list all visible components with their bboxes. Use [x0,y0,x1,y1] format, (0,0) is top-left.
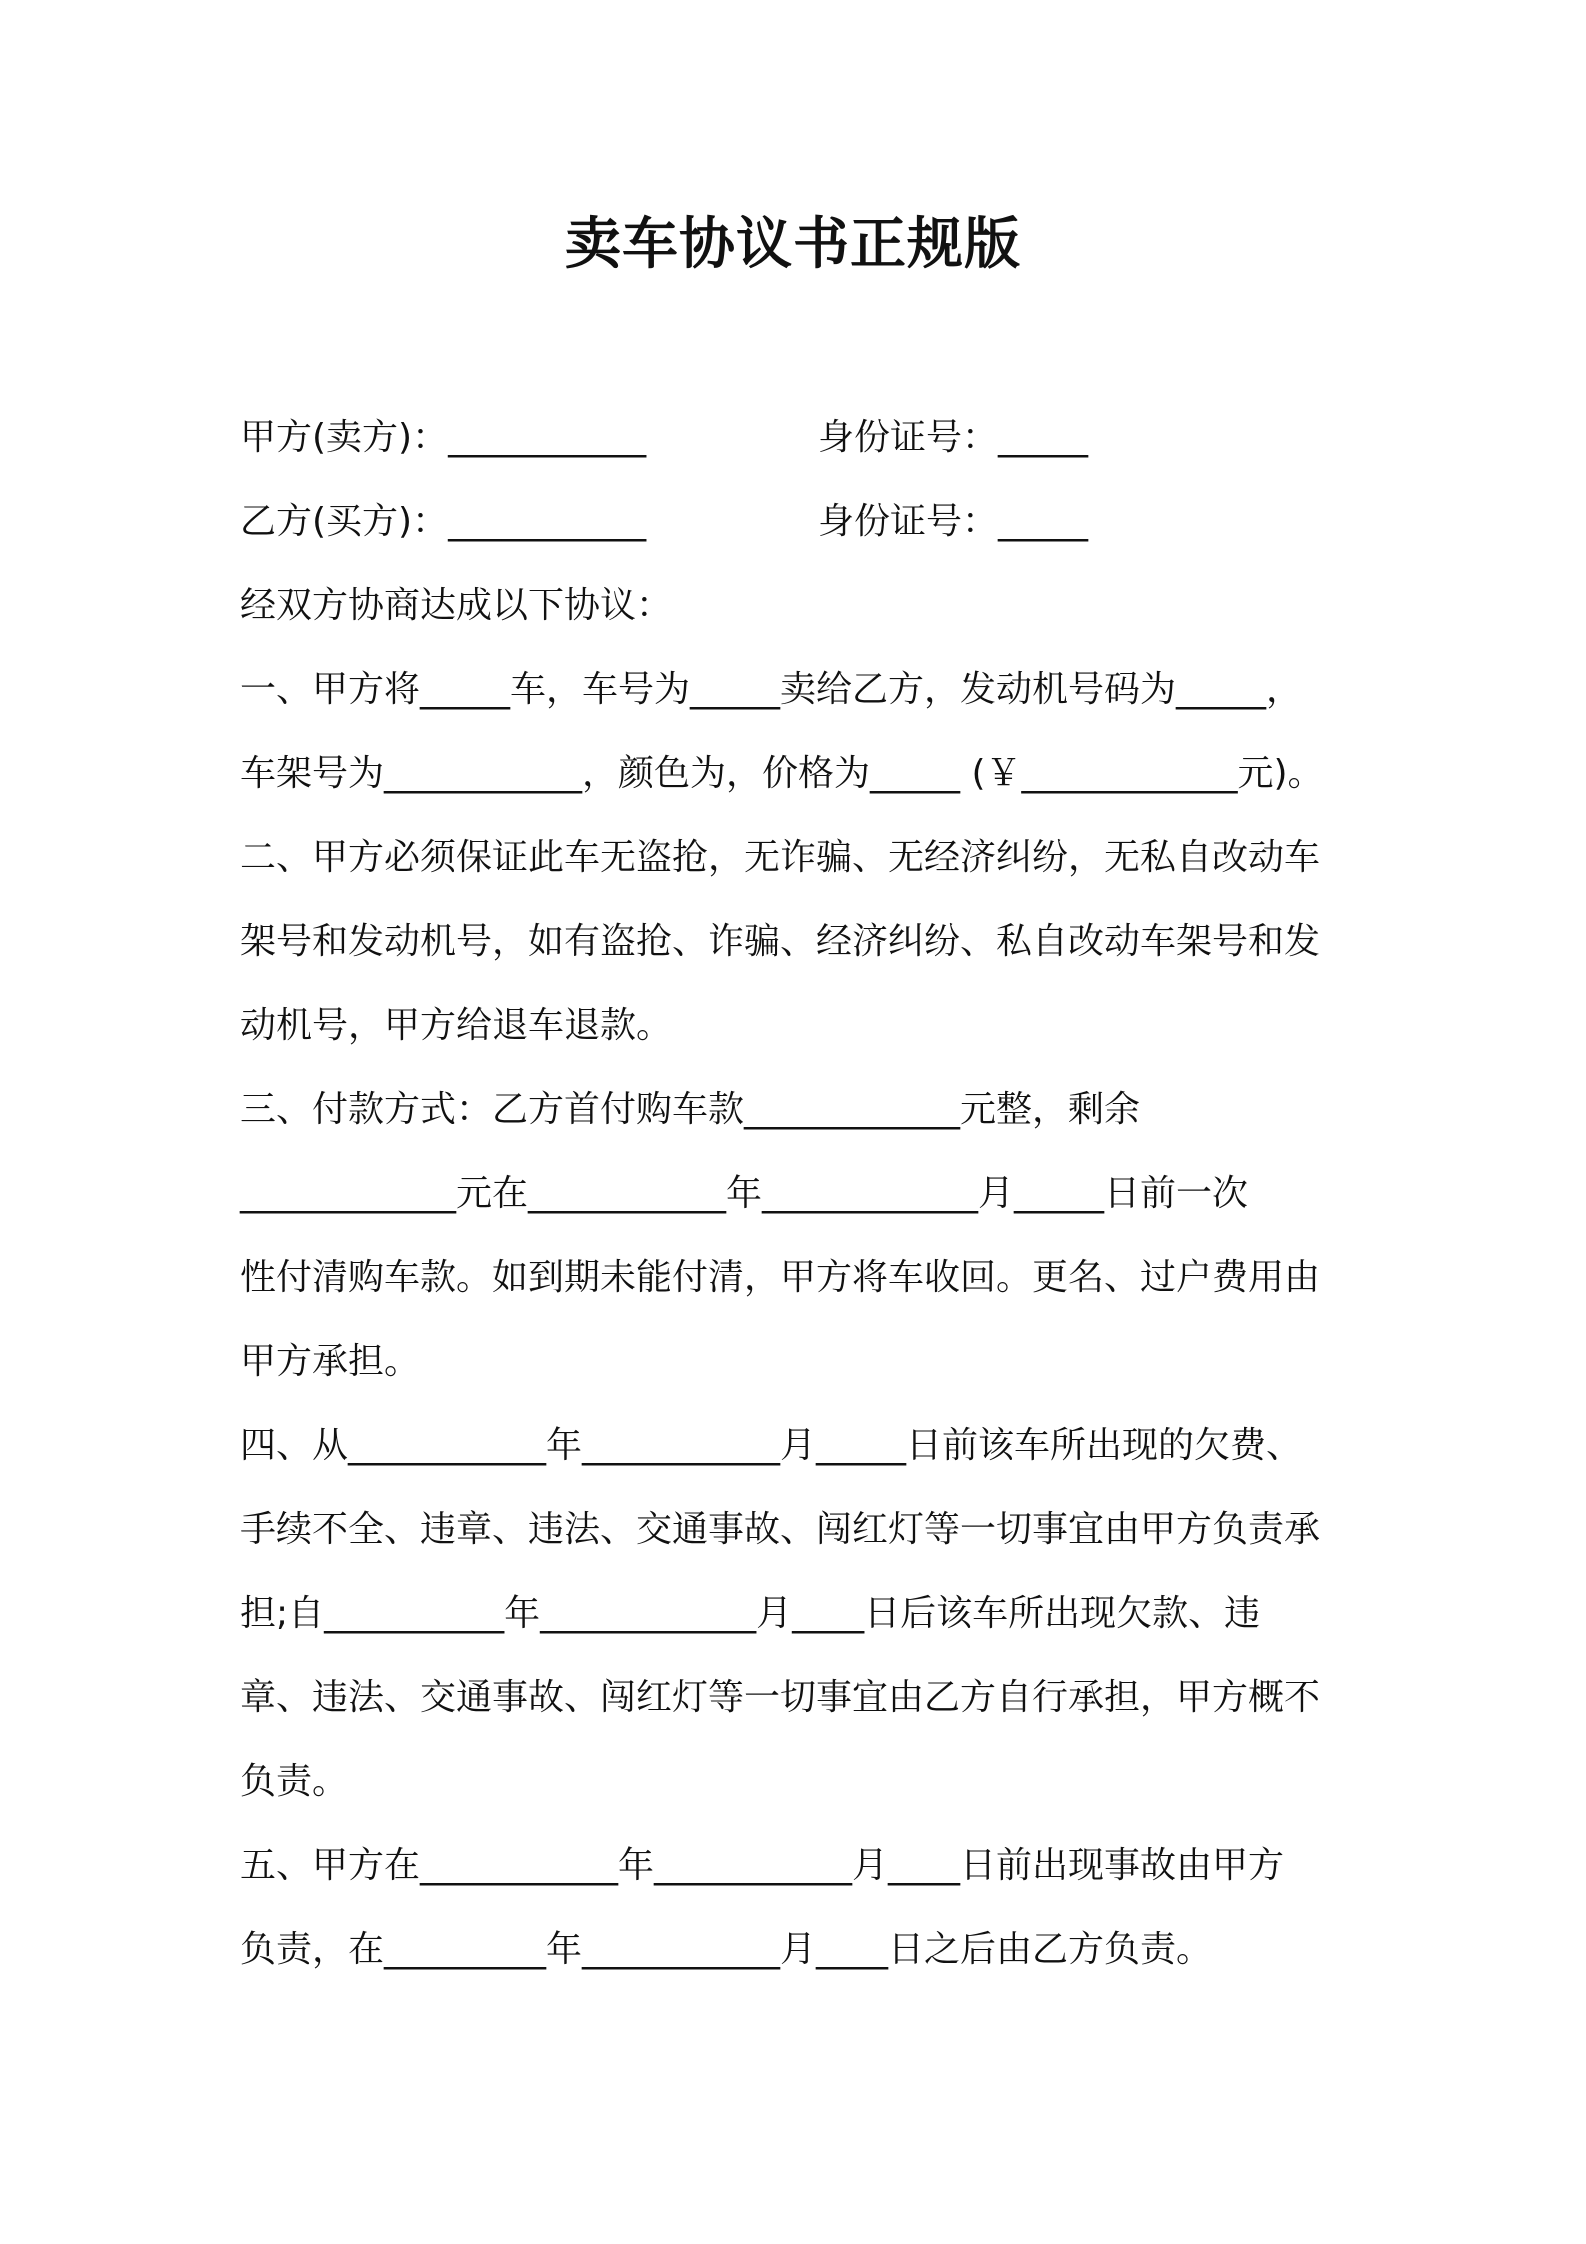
clause-line: 性付清购车款。如到期未能付清，甲方将车收回。更名、过户费用由 [240,1257,1321,1298]
clause-line: ____________元在___________年____________月_____日前一次 [240,1173,1249,1214]
seller-id-label: 身份证号：_____ [818,417,1089,458]
party-line-buyer [240,480,1400,564]
buyer-id-label: 身份证号：_____ [818,501,1089,542]
clause-line: 车架号为___________，颜色为，价格为_____ (￥____________元)。 [240,753,1324,794]
clause-line: 动机号，甲方给退车退款。 [240,1005,673,1046]
clause-line: 章、违法、交通事故、闯红灯等一切事宜由乙方自行承担，甲方概不 [240,1677,1321,1718]
clause-line: 手续不全、违章、违法、交通事故、闯红灯等一切事宜由甲方负责承 [240,1509,1321,1550]
party-block [240,396,1400,1992]
document-title: 卖车协议书正规版 [565,212,1021,277]
clause-line: 担;自__________年____________月____日后该车所出现欠款、违 [240,1593,1261,1634]
clause-line: 负责。 [240,1761,349,1802]
intro-line: 经双方协商达成以下协议： [240,585,673,626]
clause-line: 三、付款方式：乙方首付购车款____________元整，剩余 [240,1089,1141,1130]
clause-line: 五、甲方在___________年___________月____日前出现事故由甲方 [240,1845,1285,1886]
clause-line: 四、从___________年___________月_____日前该车所出现的欠费、 [240,1425,1303,1466]
party-line-seller [240,396,1400,480]
clause-line: 负责，在_________年___________月____日之后由乙方负责。 [240,1929,1213,1970]
buyer-label: 乙方(买方)：___________ [240,501,647,542]
seller-label: 甲方(卖方)：___________ [240,417,647,458]
clause-line: 一、甲方将_____车，车号为_____卖给乙方，发动机号码为_____， [240,669,1303,710]
clause-line: 甲方承担。 [240,1341,421,1382]
clause-line: 架号和发动机号，如有盗抢、诈骗、经济纠纷、私自改动车架号和发 [240,921,1321,962]
clause-line: 二、甲方必须保证此车无盗抢，无诈骗、无经济纠纷，无私自改动车 [240,837,1321,878]
